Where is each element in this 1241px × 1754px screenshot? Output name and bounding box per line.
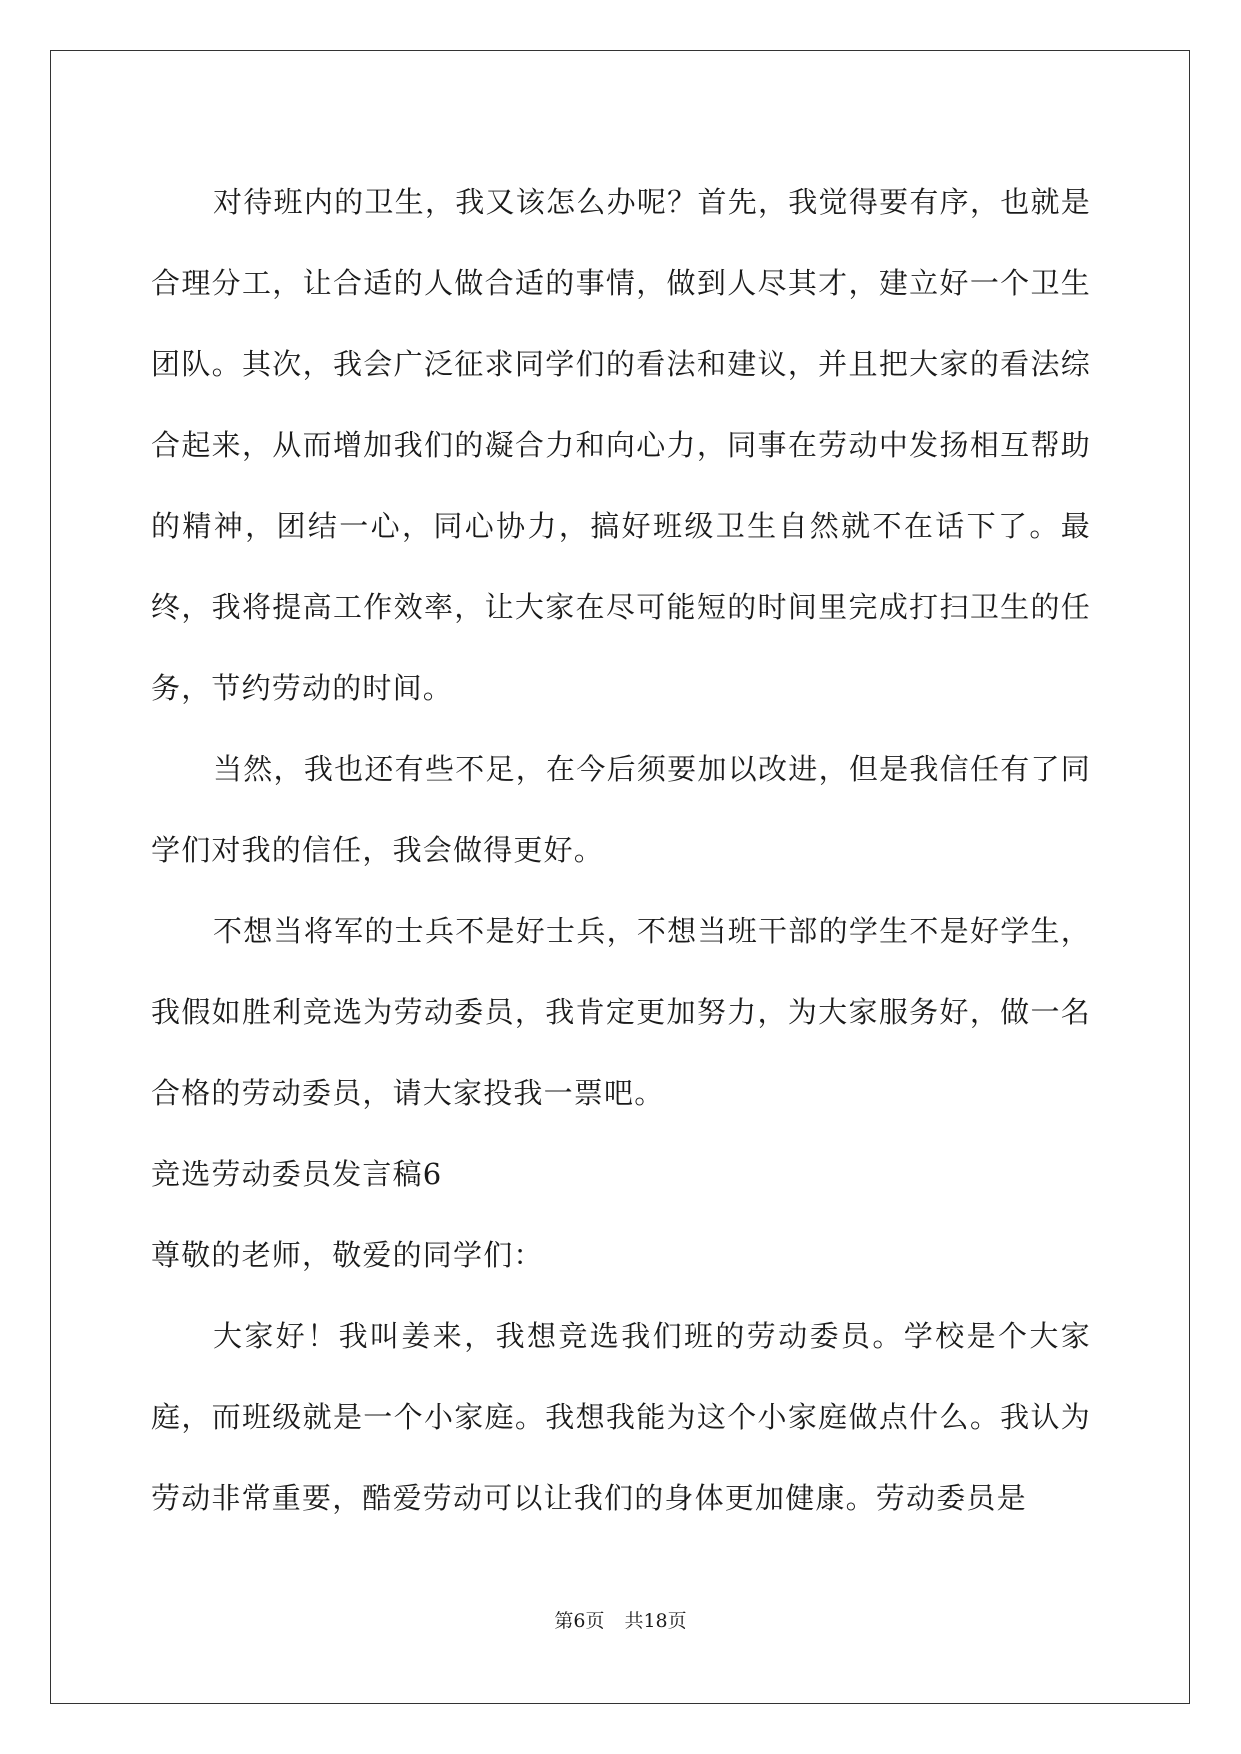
page-footer: [0, 1609, 1241, 1633]
document-body: [151, 162, 1091, 1539]
section-title: 竞选劳动委员发言稿6: [151, 1157, 443, 1191]
paragraph-closing-appeal: 不想当将军的士兵不是好士兵，不想当班干部的学生不是好学生，我假如胜利竞选为劳动委员，我肯定更加努力，为大家服务好，做一名合格的劳动委员，请大家投我一票吧。: [151, 914, 1091, 1110]
paragraph-cleaning-plan: 对待班内的卫生，我又该怎么办呢？首先，我觉得要有序，也就是合理分工，让合适的人做合适的事情，做到人尽其才，建立好一个卫生团队。其次，我会广泛征求同学们的看法和建议，并且把大家的看法综合起来，从而增加我们的凝合力和向心力，同事在劳动中发扬相互帮助的精神，团结一心，同心协力，搞好班级卫生自然就不在话下了。最终，我将提高工作效率，让大家在尽可能短的时间里完成打扫卫生的任务，节约劳动的时间。: [151, 185, 1091, 705]
total-pages: 共18页: [624, 1610, 687, 1632]
paragraph-shortcomings: 当然，我也还有些不足，在今后须要加以改进，但是我信任有了同学们对我的信任，我会做得更好。: [151, 752, 1091, 867]
current-page-number: 第6页: [554, 1610, 605, 1632]
salutation: 尊敬的老师，敬爱的同学们：: [151, 1238, 544, 1272]
paragraph-introduction: 大家好！我叫姜来，我想竞选我们班的劳动委员。学校是个大家庭，而班级就是一个小家庭。我想我能为这个小家庭做点什么。我认为劳动非常重要，酷爱劳动可以让我们的身体更加健康。劳动委员是: [151, 1319, 1091, 1515]
